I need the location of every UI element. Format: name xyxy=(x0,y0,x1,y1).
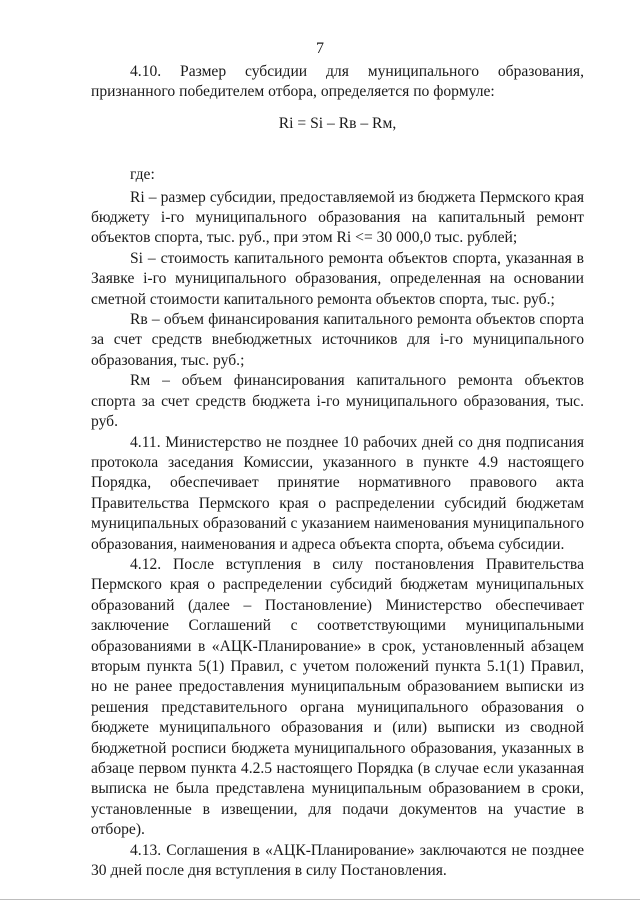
definition-ri: Ri – размер субсидии, предоставляемой из бюджета Пермского края бюджету i-го муниципального образования на капитальный ремонт объектов спорта, тыс. руб., при этом Ri <= 30 000,0 тыс. рублей; xyxy=(91,188,584,247)
definition-si: Si – стоимость капитального ремонта объектов спорта, указанная в Заявке i-го муниципального образования, определенная на основании сметной стоимости капитального ремонта объектов спорта, тыс. руб.; xyxy=(91,249,584,308)
paragraph-4-11: 4.11. Министерство не позднее 10 рабочих дней со дня подписания протокола заседания Комиссии, указанного в пункте 4.9 настоящего Порядка, обеспечивает принятие нормативного правового акта Правительства Пермского края о распределении субсидий бюджетам муниципальных образований с указанием наименования муниципального образования, наименования и адреса объекта спорта, объема субсидии. xyxy=(91,433,584,553)
subsidy-formula: Ri = Si – Rв – Rм, xyxy=(278,114,397,132)
paragraph-4-12: 4.12. После вступления в силу постановления Правительства Пермского края о распределении субсидий бюджетам муниципальных образований (далее – Постановление) Министерство обеспечивает заключение Соглашений с соответствующими муниципальными образованиями в «АЦК-Планирование» в срок, установленный абзацем вторым пункта 5(1) Правил, с учетом положений пункта 5.1(1) Правил, но не ранее предоставления муниципальным образованием выписки из решения представительного органа муниципального образования о бюджете муниципального образования и (или) выписки из сводной бюджетной росписи бюджета муниципального образования, указанных в абзаце первом пункта 4.2.5 настоящего Порядка (в случае если указанная выписка не была представлена муниципальным образованием в сроки, установленные в извещении, для подачи документов на участие в отборе). xyxy=(91,555,584,839)
definition-rm: Rм – объем финансирования капитального ремонта объектов спорта за счет средств бюджета i-го муниципального образования, тыс. руб. xyxy=(91,372,584,431)
legend-intro: где: xyxy=(130,166,155,184)
definition-rv: Rв – объем финансирования капитального ремонта объектов спорта за счет средств внебюджетных источников для i-го муниципального образования, тыс. руб.; xyxy=(91,311,584,369)
document-body xyxy=(91,62,584,881)
paragraph-4-10: 4.10. Размер субсидии для муниципального образования, признанного победителем отбора, определяется по формуле: xyxy=(91,63,584,101)
page-number: 7 xyxy=(316,40,324,57)
bottom-scan-line xyxy=(0,899,640,900)
paragraph-4-13: 4.13. Соглашения в «АЦК-Планирование» заключаются не позднее 30 дней после дня вступления в силу Постановления. xyxy=(91,841,584,880)
